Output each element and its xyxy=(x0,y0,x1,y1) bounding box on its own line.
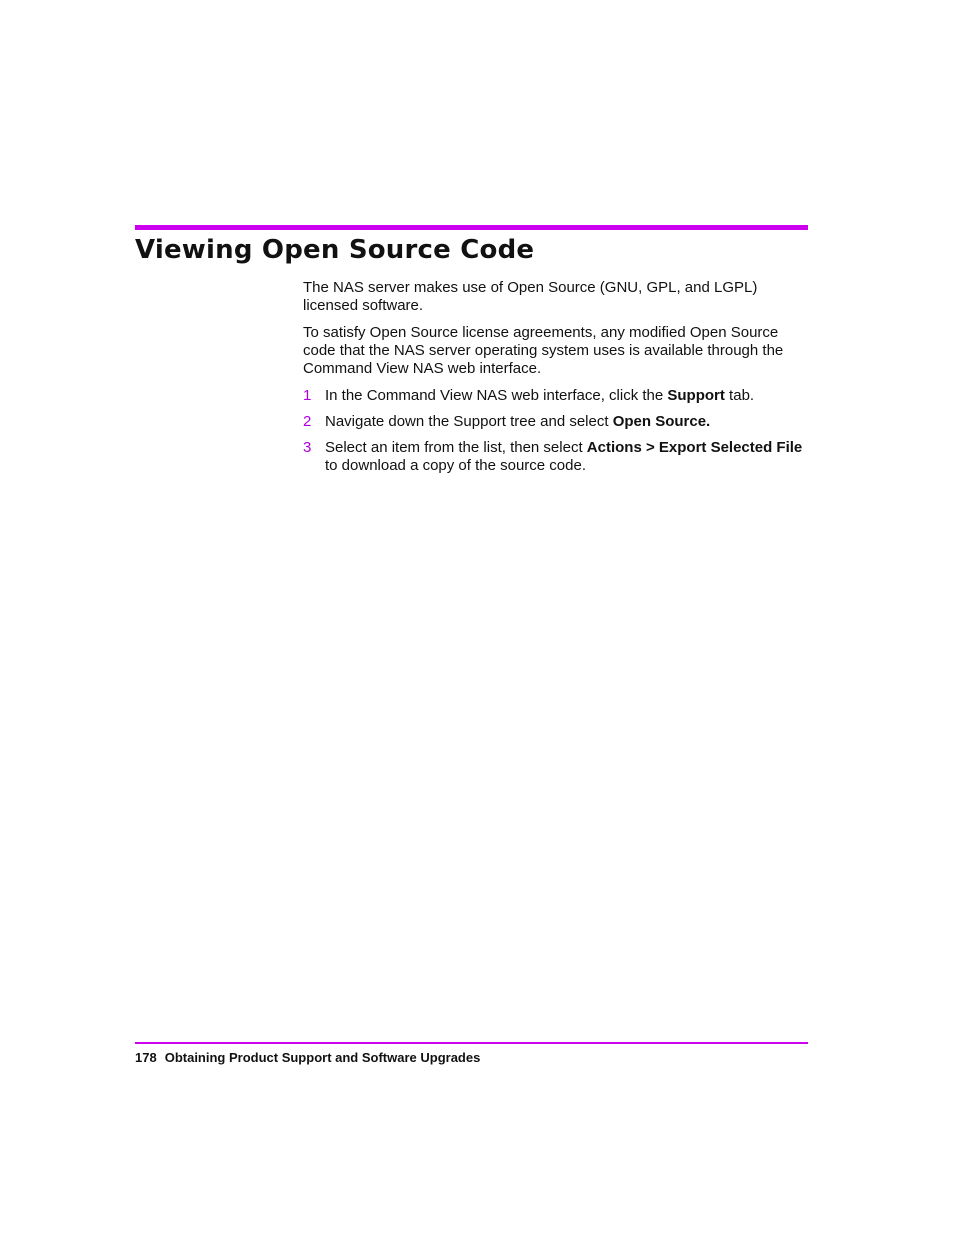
step-text: In the Command View NAS web interface, click the xyxy=(325,387,668,404)
license-paragraph: To satisfy Open Source license agreements, any modified Open Source code that the NAS server operating system uses is available through the Command View NAS web interface. xyxy=(303,324,784,377)
section-top-rule xyxy=(135,225,808,230)
procedure-steps xyxy=(303,387,808,475)
step-item xyxy=(303,413,808,431)
step-bold-term: Open Source. xyxy=(612,413,711,430)
step-text: Select an item from the list, then select xyxy=(325,439,587,456)
step-text: Navigate down the Support tree and select xyxy=(325,413,613,430)
step-item xyxy=(303,439,808,475)
step-text-end: tab. xyxy=(724,387,755,404)
body-content xyxy=(303,279,808,483)
step-bold-term: Support xyxy=(667,387,725,404)
chapter-title: Obtaining Product Support and Software Upgrades xyxy=(164,1050,481,1065)
section-title: Viewing Open Source Code xyxy=(135,235,535,265)
step-bold-term: Actions > Export Selected File xyxy=(586,439,803,456)
step-number: 3 xyxy=(303,439,312,456)
step-number: 1 xyxy=(303,387,312,404)
intro-paragraph: The NAS server makes use of Open Source (GNU, GPL, and LGPL) licensed software. xyxy=(303,279,758,314)
step-text-end: to download a copy of the source code. xyxy=(325,457,587,474)
page-footer xyxy=(135,1049,480,1067)
step-number: 2 xyxy=(303,413,312,430)
step-item xyxy=(303,387,808,405)
footer-rule xyxy=(135,1042,808,1044)
page-number: 178 xyxy=(135,1050,157,1065)
